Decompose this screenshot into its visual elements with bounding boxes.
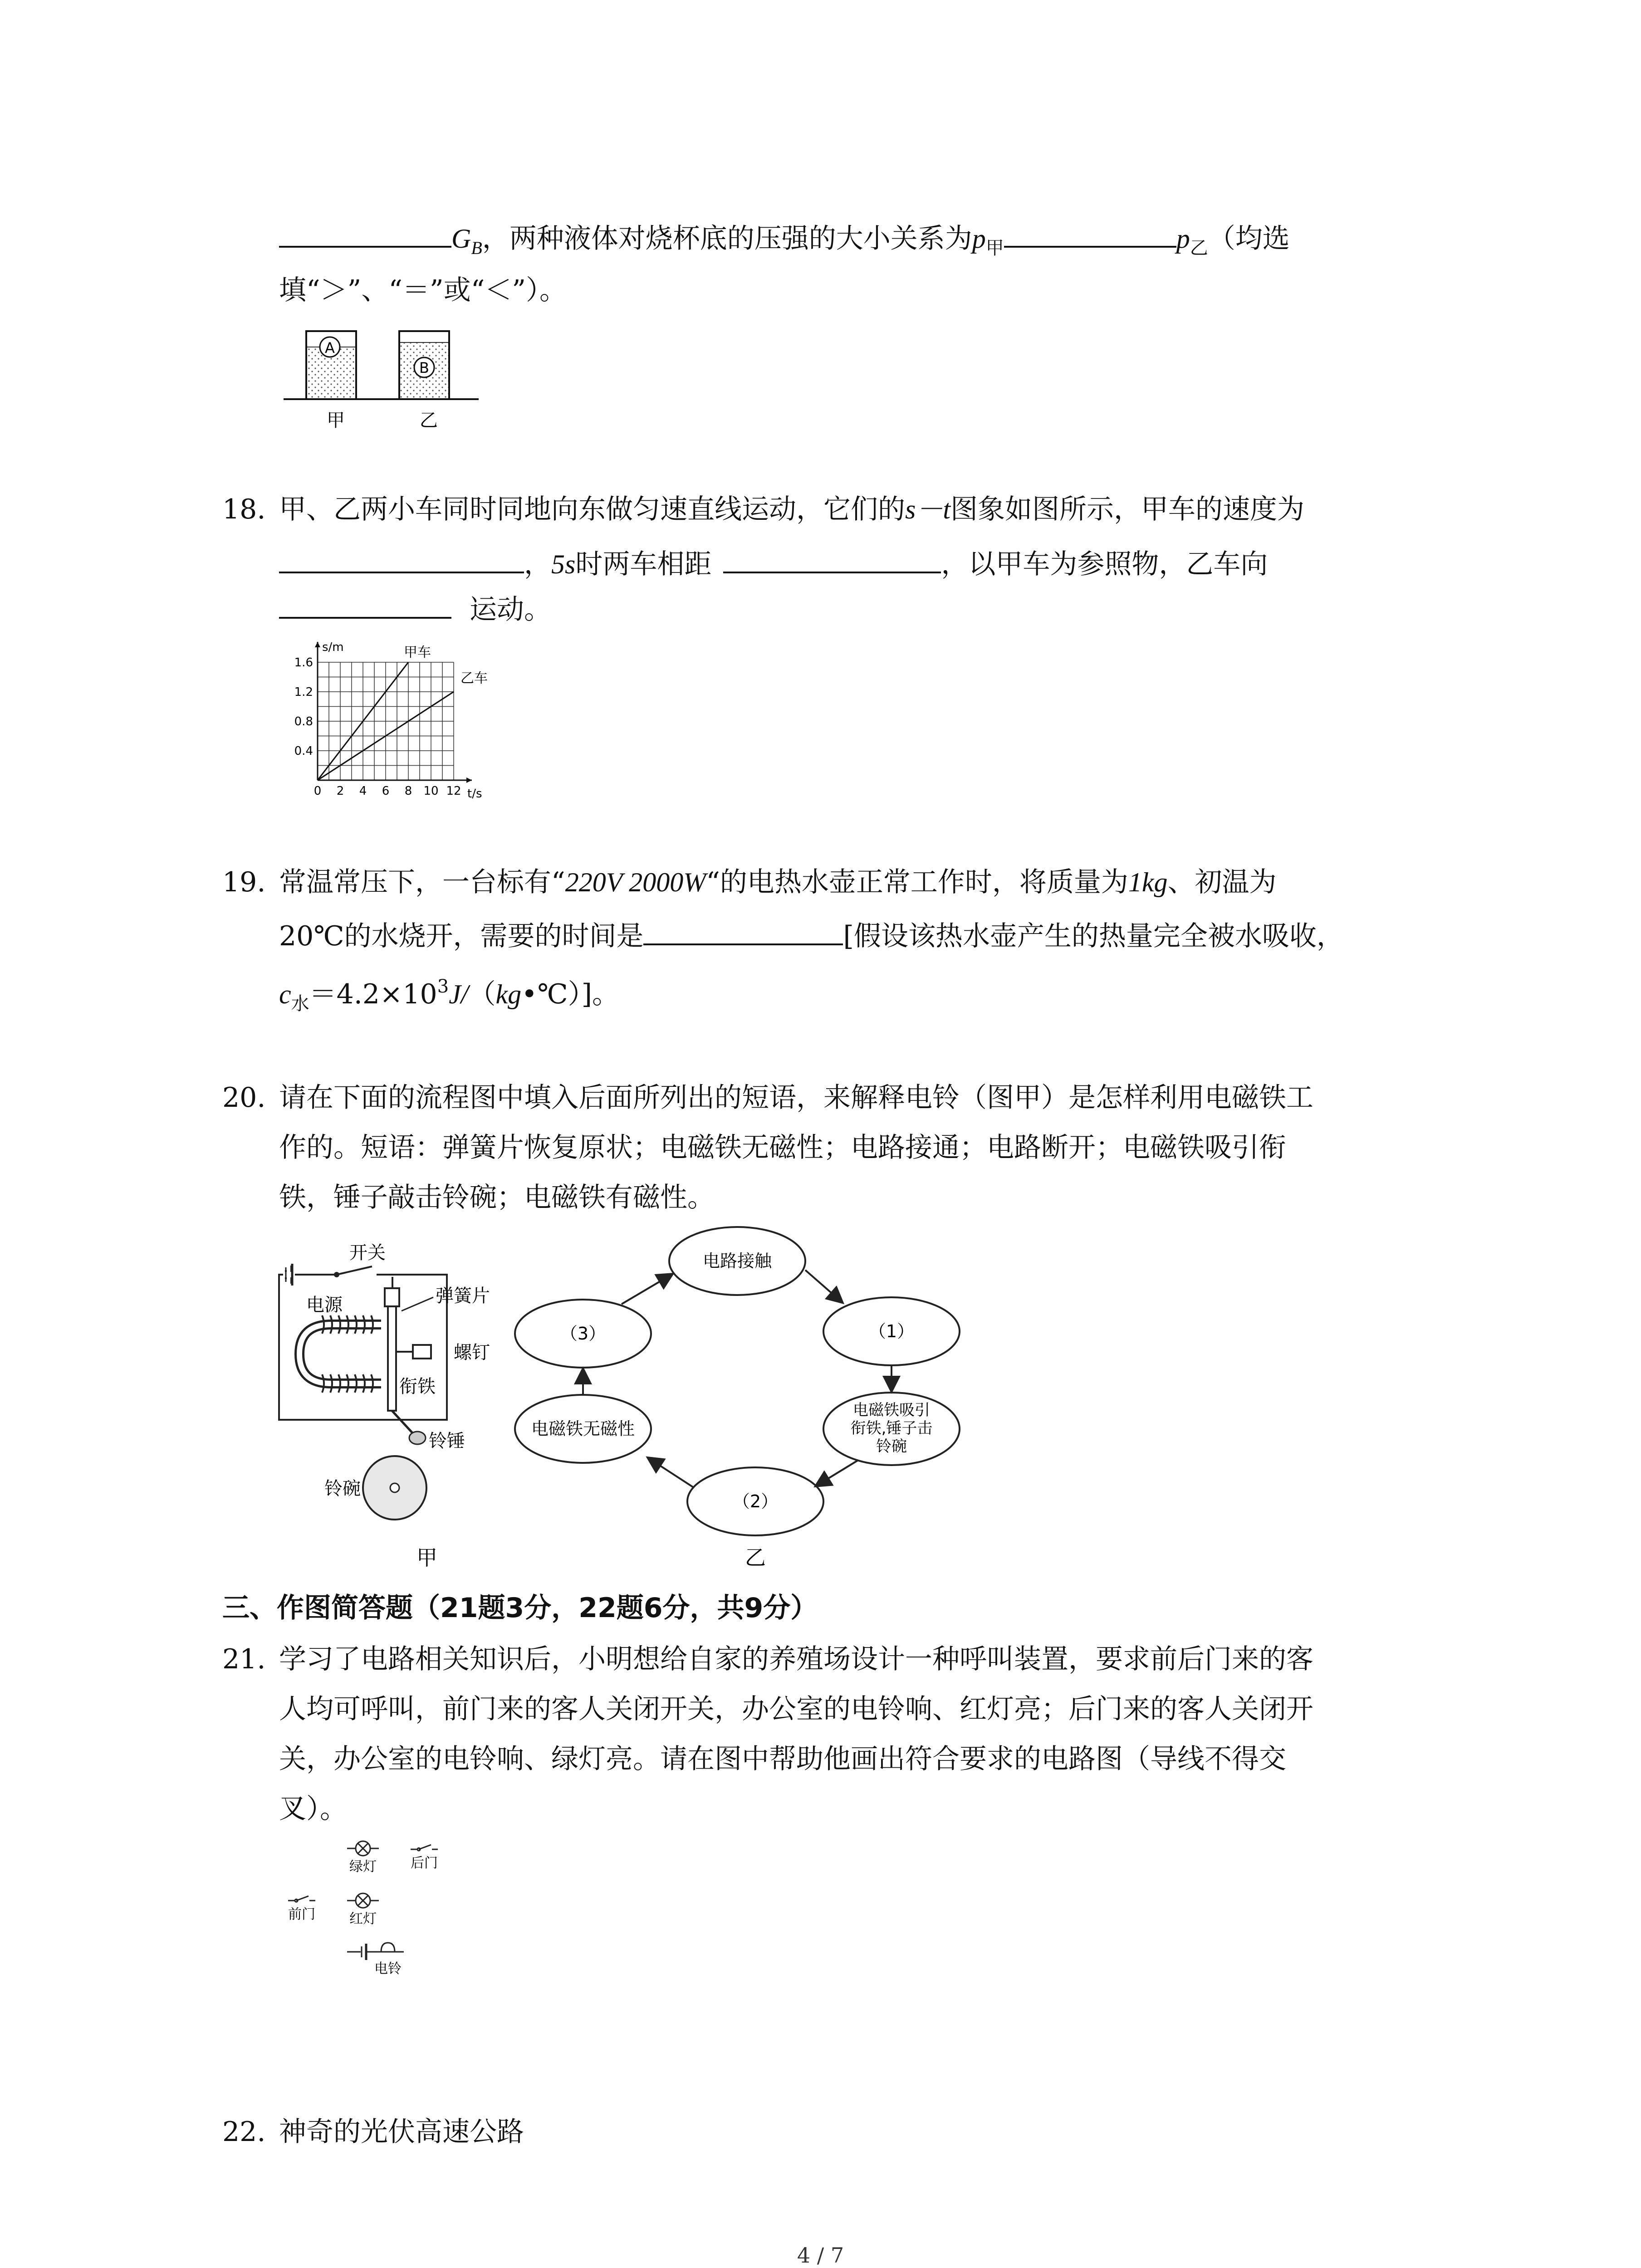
q19-number: 19. [222, 866, 266, 898]
q18-blank-1[interactable] [279, 544, 524, 573]
svg-text:（1）: （1） [868, 1321, 915, 1341]
q21-line4: 叉）。 [279, 1793, 347, 1825]
svg-text:衔铁,锤子击: 衔铁,锤子击 [850, 1419, 933, 1437]
q18-number: 18. [222, 494, 266, 525]
label-hammer: 铃锤 [429, 1431, 465, 1452]
svg-text:甲: 甲 [327, 410, 345, 431]
svg-text:铃碗: 铃碗 [876, 1437, 907, 1456]
svg-text:电磁铁无磁性: 电磁铁无磁性 [531, 1419, 635, 1439]
q18-blank-2[interactable] [723, 544, 941, 573]
x-axis-label: t/s [467, 787, 482, 801]
q18-line2: ，5s时两车相距 ，以甲车为参照物，乙车向 [279, 544, 1268, 582]
q21-number: 21. [222, 1643, 266, 1675]
bell-icon [381, 1943, 395, 1952]
series-label: 甲车 [404, 645, 431, 660]
caption-jia: 甲 [416, 1545, 437, 1570]
q20-line3: 铁，锤子敲击铃碗；电磁铁有磁性。 [279, 1182, 715, 1213]
q20-line2: 作的。短语：弹簧片恢复原状；电磁铁无磁性；电路接通；电路断开；电磁铁吸引衔 [279, 1132, 1286, 1163]
q17-beakers-figure [279, 313, 483, 435]
q20-bell-figure [272, 1234, 526, 1579]
q17-line2: 填“＞”、“＝”或“＜”）。 [279, 274, 567, 306]
x-tick-label: 6 [382, 784, 390, 798]
label-spring: 弹簧片 [436, 1286, 490, 1306]
svg-text:B: B [419, 359, 429, 376]
svg-text:电路接触: 电路接触 [702, 1251, 772, 1271]
y-tick-label: 0.8 [294, 715, 313, 728]
svg-text:电磁铁吸引: 电磁铁吸引 [853, 1401, 930, 1419]
q19-line3: $c_水=4.2\times 10^3J/(kg•℃)$]。 [279, 976, 620, 1014]
q18-line1: 甲、乙两小车同时同地向东做匀速直线运动，它们的s－t图象如图所示，甲车的速度为 [279, 494, 1305, 525]
x-axis-arrow [466, 777, 472, 783]
x-tick-label: 4 [359, 784, 367, 798]
y-axis-arrow [315, 642, 320, 647]
q22-number: 22. [222, 2116, 266, 2148]
svg-text:（2）: （2） [732, 1491, 779, 1511]
label-switch: 开关 [349, 1242, 386, 1263]
q19-line1: 常温常压下，一台标有“220V 2000W“的电热水壶正常工作时，将质量为1kg、初温为 [279, 866, 1277, 898]
x-tick-label: 0 [314, 784, 322, 798]
svg-text:A: A [325, 339, 335, 357]
svg-text:绿灯: 绿灯 [349, 1859, 377, 1875]
svg-text:红灯: 红灯 [349, 1911, 377, 1927]
svg-text:后门: 后门 [411, 1855, 438, 1871]
q21-line2: 人均可呼叫，前门来的客人关闭开关，办公室的电铃响、红灯亮；后门来的客人关闭开 [279, 1693, 1313, 1725]
q19-line2: 20℃的水烧开，需要的时间是 [假设该热水壶产生的热量完全被水吸收， [279, 916, 1344, 954]
svg-text:（3）: （3） [560, 1324, 606, 1344]
x-tick-label: 2 [336, 784, 344, 798]
q17-line1: $G_B$，两种液体对烧杯底的压强的大小关系为$p_甲$ $p_乙$（均选 [279, 219, 1290, 266]
q20-flowchart [504, 1207, 1012, 1583]
svg-text:乙: 乙 [420, 410, 438, 431]
q20-line1: 请在下面的流程图中填入后面所列出的短语，来解释电铃（图甲）是怎样利用电磁铁工 [279, 1082, 1313, 1114]
q21-components-figure [279, 1835, 442, 1994]
q20-number: 20. [222, 1082, 266, 1114]
y-axis-label: s/m [322, 640, 344, 654]
q19-blank[interactable] [643, 916, 843, 945]
y-tick-label: 1.2 [294, 685, 313, 699]
label-power: 电源 [306, 1295, 343, 1315]
q22-title: 神奇的光伏高速公路 [279, 2116, 524, 2148]
q21-line3: 关，办公室的电铃响、绿灯亮。请在图中帮助他画出符合要求的电路图（导线不得交 [279, 1743, 1286, 1775]
q18-line3: 运动。 [279, 590, 551, 628]
svg-text:电铃: 电铃 [374, 1961, 402, 1977]
y-tick-label: 0.4 [294, 744, 313, 758]
svg-text:乙: 乙 [745, 1545, 766, 1570]
svg-text:前门: 前门 [288, 1906, 315, 1922]
q17-blank-1[interactable] [279, 219, 451, 248]
page-number: 4 / 7 [797, 2243, 844, 2268]
q21-line1: 学习了电路相关知识后，小明想给自家的养殖场设计一种呼叫装置，要求前后门来的客 [279, 1643, 1313, 1675]
x-tick-label: 10 [423, 784, 439, 798]
label-screw: 螺钉 [454, 1342, 490, 1363]
y-tick-label: 1.6 [294, 656, 313, 670]
x-tick-label: 12 [446, 784, 461, 798]
label-bell: 铃碗 [324, 1478, 361, 1499]
x-tick-label: 8 [404, 784, 412, 798]
section-3-heading: 三、作图简答题（21题3分，22题6分，共9分） [222, 1592, 818, 1624]
label-armature: 衔铁 [399, 1376, 436, 1397]
series-label: 乙车 [460, 670, 488, 686]
q18-st-chart [268, 626, 513, 812]
q17-blank-2[interactable] [1004, 219, 1176, 248]
q18-blank-3[interactable] [279, 590, 451, 619]
